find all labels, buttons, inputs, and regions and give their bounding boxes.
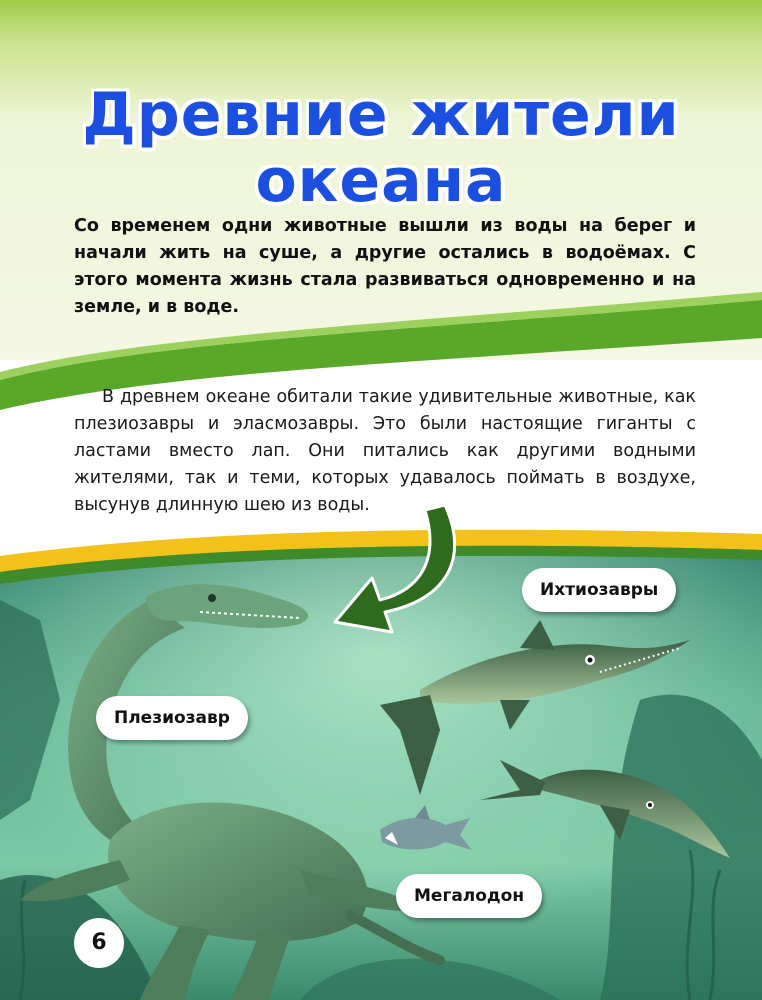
body-paragraph: В древнем океане обитали такие удивительные животные, как плезиозавры и эласмозавры. Это были настоящие гиганты с ластами вместо лап. Они питались как другими водными жителями, так и теми, которых удавалось поймать в воздухе, высунув длинную шею из воды.	[74, 387, 696, 515]
label-megalodon: Мегалодон	[396, 874, 542, 918]
page-title-line1: Древние жители	[82, 80, 680, 150]
lead-paragraph: Со временем одни животные вышли из воды на берег и начали жить на суше, а другие остались в водоёмах. С этого момента жизнь стала развиваться одновременно и на земле, и в воде.	[74, 216, 696, 317]
page-number: 6	[74, 918, 124, 968]
label-plesiosaur: Плезиозавр	[96, 696, 248, 740]
label-ichthyosaurs: Ихтиозавры	[522, 568, 676, 612]
page-title-line2: океана	[255, 146, 507, 216]
page-title	[0, 82, 762, 214]
